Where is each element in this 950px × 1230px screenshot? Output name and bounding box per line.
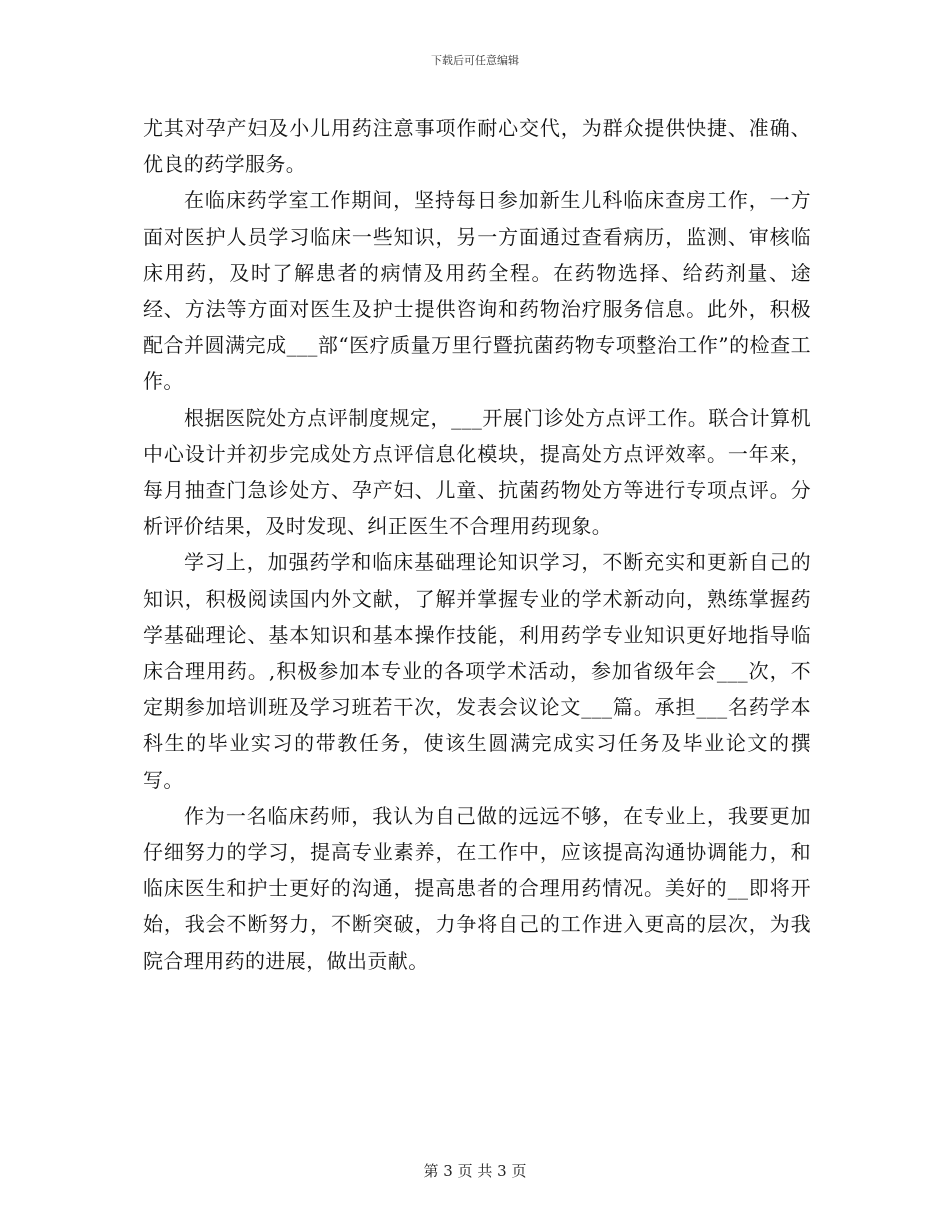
paragraph-conclusion: 作为一名临床药师，我认为自己做的远远不够，在专业上，我要更加仔细努力的学习，提高专业素养，在工作中，应该提高沟通协调能力，和临床医生和护士更好的沟通，提高患者的合理用药情况。美好的__即将开始，我会不断努力，不断突破，力争将自己的工作进入更高的层次，为我院合理用药的进展，做出贡献。 <box>143 803 811 973</box>
paragraph-continuation: 尤其对孕产妇及小儿用药注意事项作耐心交代，为群众提供快捷、准确、优良的药学服务。 <box>143 116 811 177</box>
document-body <box>143 110 811 979</box>
paragraph-prescription-review: 根据医院处方点评制度规定，___开展门诊处方点评工作。联合计算机中心设计并初步完成处方点评信息化模块，提高处方点评效率。一年来，每月抽查门急诊处方、孕产妇、儿童、抗菌药物处方等进行专项点评。分析评价结果，及时发现、纠正医生不合理用药现象。 <box>143 405 811 539</box>
page-number: 第 3 页 共 3 页 <box>423 1162 527 1180</box>
paragraph-learning: 学习上，加强药学和临床基础理论知识学习，不断充实和更新自己的知识，积极阅读国内外文献，了解并掌握专业的学术新动向，熟练掌握药学基础理论、基本知识和基本操作技能，利用药学专业知识更好地指导临床合理用药。,积极参加本专业的各项学术活动，参加省级年会___次，不定期参加培训班及学习班若干次，发表会议论文___篇。承担___名药学本科生的毕业实习的带教任务，使该生圆满完成实习任务及毕业论文的撰写。 <box>143 550 811 792</box>
paragraph-clinical-pharmacy: 在临床药学室工作期间，坚持每日参加新生儿科临床查房工作，一方面对医护人员学习临床一些知识，另一方面通过查看病历，监测、审核临床用药，及时了解患者的病情及用药全程。在药物选择、给药剂量、途经、方法等方面对医生及护士提供咨询和药物治疗服务信息。此外，积极配合并圆满完成___部“医疗质量万里行暨抗菌药物专项整治工作”的检查工作。 <box>143 188 811 394</box>
page-header: 下载后可任意编辑 <box>431 54 519 67</box>
